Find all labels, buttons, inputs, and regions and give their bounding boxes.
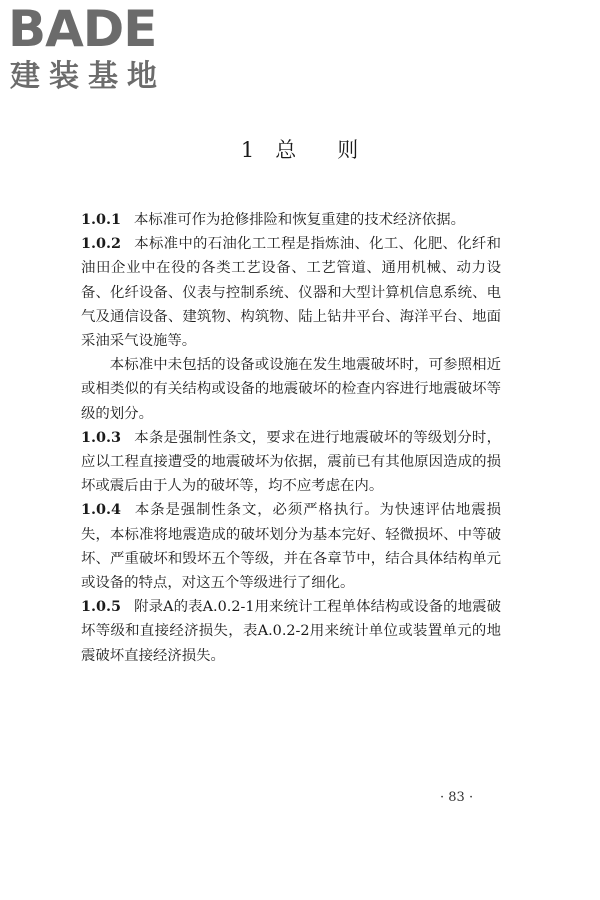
chapter-number: 1 (240, 138, 256, 162)
clause-number: 1.0.3 (81, 428, 122, 446)
clause-text: 本标准可作为抢修排险和恢复重建的技术经济依据。 (134, 212, 466, 228)
clause-number: 1.0.1 (81, 211, 122, 228)
page-number: · 83 · (440, 790, 474, 805)
clause-text: 本标准中未包括的设备或设施在发生地震破坏时，可参照相近或相类似的有关结构或设备的地震破坏的检查内容进行地震破坏等级的划分。 (81, 357, 501, 422)
chapter-title-char-1: 总 (275, 138, 298, 162)
bade-logo (8, 0, 178, 96)
clause-1-0-1 (81, 208, 501, 232)
clause-1-0-2 (81, 232, 501, 353)
clause-1-0-5 (81, 595, 501, 668)
clause-text: 本条是强制性条文，要求在进行地震破坏的等级划分时，应以工程直接遭受的地震破坏为依据，震前已有其他原因造成的损坏或震后由于人为的破坏等，均不应考虑在内。 (81, 429, 501, 495)
logo-brand: BADE (8, 0, 157, 58)
clause-number: 1.0.2 (81, 235, 122, 253)
clause-1-0-2-continuation (81, 353, 501, 426)
clause-text: 本标准中的石油化工工程是指炼油、化工、化肥、化纤和油田企业中在役的各类工艺设备、工艺管道、通用机械、动力设备、化纤设备、仪表与控制系统、仪器和大型计算机信息系统、电气及通信设备、建筑物、构筑物、陆上钻井平台、海洋平台、地面采油采气设施等。 (81, 236, 501, 350)
clause-text: 附录A的表A.0.2-1用来统计工程单体结构或设备的地震破坏等级和直接经济损失，表A.0.2-2用来统计单位或装置单元的地震破坏直接经济损失。 (81, 599, 501, 664)
clause-1-0-3 (81, 426, 501, 499)
clause-text: 本条是强制性条文，必须严格执行。为快速评估地震损失，本标准将地震造成的破坏划分为基本完好、轻微损坏、中等破坏、严重破坏和毁坏五个等级，并在各章节中，结合具体结构单元或设备的特点，对这五个等级进行了细化。 (81, 502, 501, 592)
chapter-title (0, 136, 600, 164)
clause-list (81, 208, 501, 668)
logo-subtitle: 建装基地 (10, 59, 166, 94)
clause-1-0-4 (81, 498, 501, 595)
chapter-title-char-2: 则 (337, 138, 360, 162)
clause-number: 1.0.4 (81, 501, 122, 519)
clause-number: 1.0.5 (81, 598, 122, 616)
